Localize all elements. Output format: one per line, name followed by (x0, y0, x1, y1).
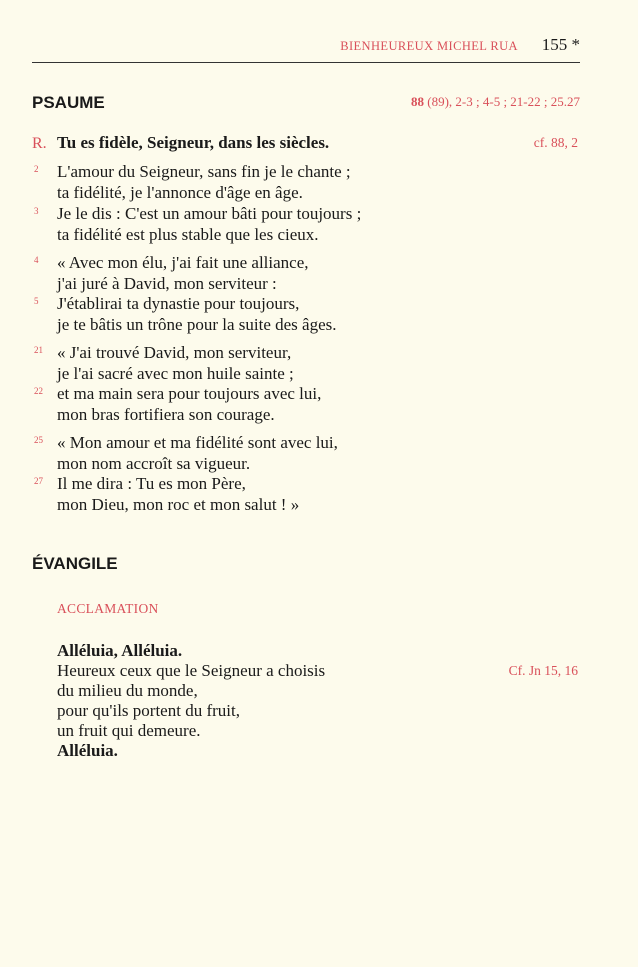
acclamation-line: Heureux ceux que le Seigneur a choisis (57, 661, 326, 680)
refrain-reference: cf. 88, 2 (533, 135, 578, 150)
psalm-line: L'amour du Seigneur, sans fin je le chante ; (57, 162, 351, 181)
psalm-reference (411, 94, 580, 110)
psalm-line: et ma main sera pour toujours avec lui, (57, 384, 322, 403)
psalm-line: je te bâtis un trône pour la suite des âges. (57, 315, 337, 334)
alleluia-line: Alléluia. (57, 741, 118, 760)
verse-number: 21 (34, 345, 43, 355)
psalm-line: « J'ai trouvé David, mon serviteur, (57, 343, 292, 362)
psalm-title: PSAUME (32, 93, 105, 112)
verse-number: 27 (34, 476, 43, 486)
verse-number: 2 (34, 164, 39, 174)
psalm-line: mon nom accroît sa vigueur. (57, 454, 251, 473)
psalm-line: « Mon amour et ma fidélité sont avec lui, (57, 433, 338, 452)
verse-number: 25 (34, 435, 43, 445)
psalm-line: Je le dis : C'est un amour bâti pour toujours ; (57, 204, 362, 223)
refrain-marker: R. (32, 135, 47, 152)
alleluia-line: Alléluia, Alléluia. (57, 641, 183, 660)
page-number: 155 * (541, 35, 580, 54)
psalm-line: j'ai juré à David, mon serviteur : (57, 274, 277, 293)
psalm-line: je l'ai sacré avec mon huile sainte ; (57, 364, 294, 383)
psalm-line: Il me dira : Tu es mon Père, (57, 474, 246, 493)
running-header-title: BIENHEUREUX MICHEL RUA (340, 39, 518, 53)
verse-number: 22 (34, 386, 43, 396)
psalm-line: mon Dieu, mon roc et mon salut ! » (57, 495, 300, 514)
psalm-line: ta fidélité, je l'annonce d'âge en âge. (57, 183, 303, 202)
gospel-title: ÉVANGILE (32, 554, 118, 573)
verse-number: 4 (34, 255, 39, 265)
verse-number: 3 (34, 206, 39, 216)
psalm-line: ta fidélité est plus stable que les cieux. (57, 225, 319, 244)
acclamation-line: du milieu du monde, (57, 681, 198, 700)
acclamation-reference: Cf. Jn 15, 16 (508, 663, 578, 678)
psalm-line: mon bras fortifiera son courage. (57, 405, 275, 424)
acclamation-label: ACCLAMATION (57, 601, 159, 616)
running-header (32, 34, 580, 63)
acclamation-line: pour qu'ils portent du fruit, (57, 701, 240, 720)
acclamation-line: un fruit qui demeure. (57, 721, 201, 740)
verse-number: 5 (34, 296, 39, 306)
psalm-line: « Avec mon élu, j'ai fait une alliance, (57, 253, 309, 272)
refrain-text: Tu es fidèle, Seigneur, dans les siècles. (57, 133, 330, 152)
psalm-line: J'établirai ta dynastie pour toujours, (57, 294, 300, 313)
psalm-ref-verses: (89), 2-3 ; 4-5 ; 21-22 ; 25.27 (424, 94, 580, 109)
psalm-ref-number: 88 (411, 94, 425, 109)
